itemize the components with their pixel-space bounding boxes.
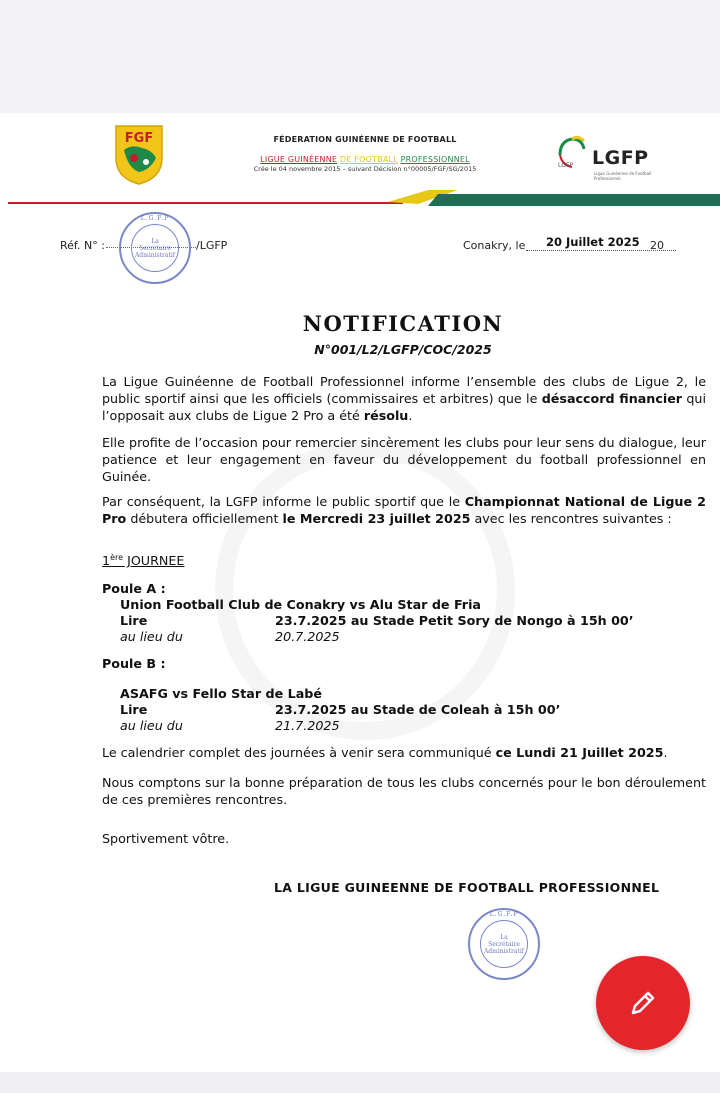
top-app-bar bbox=[0, 0, 720, 113]
signature-line: LA LIGUE GUINEENNE DE FOOTBALL PROFESSIONNEL bbox=[274, 880, 660, 895]
ligue-name-part3: PROFESSIONNEL bbox=[400, 155, 470, 164]
stamp-bottom-line1: La bbox=[500, 933, 508, 941]
secretary-stamp bbox=[119, 212, 191, 284]
stamp-line1: La bbox=[151, 237, 159, 245]
lgfp-logo-text: LGFP bbox=[592, 147, 649, 169]
notification-number: N°001/L2/LGFP/COC/2025 bbox=[314, 342, 492, 357]
poule-a-title: Poule A : bbox=[102, 581, 166, 596]
fgf-logo bbox=[112, 120, 166, 186]
ligue-name bbox=[230, 155, 500, 164]
place-label: Conakry, le bbox=[463, 239, 526, 252]
header-titles bbox=[230, 135, 500, 173]
lgfp-ball-icon bbox=[554, 133, 588, 171]
stamp-ring-text: L.G.F.P bbox=[140, 215, 170, 222]
pencil-icon bbox=[628, 988, 658, 1018]
poule-b-title: Poule B : bbox=[102, 656, 166, 671]
federation-name: FÉDERATION GUINÉENNE DE FOOTBALL bbox=[273, 135, 457, 144]
edit-fab-button[interactable] bbox=[596, 956, 690, 1050]
notification-title: NOTIFICATION bbox=[302, 311, 504, 336]
document-date: 20 Juillet 2025 bbox=[546, 235, 640, 249]
poule-a-match: Union Football Club de Conakry vs Alu Star de Fria bbox=[120, 597, 481, 612]
paragraph-calendar: Le calendrier complet des journées à venir sera communiqué ce Lundi 21 Juillet 2025. bbox=[102, 745, 668, 760]
reference-label: Réf. N° : bbox=[60, 239, 105, 252]
paragraph-championship: Par conséquent, la LGFP informe le public sportif que le Championnat National de Ligue 2 Pro débutera officiellement le Mercredi 23 juillet 2025 avec les rencontres suivantes : bbox=[102, 494, 706, 526]
header-color-stripe bbox=[8, 190, 720, 206]
ligue-name-part1: LIGUE GUINÉENNE bbox=[260, 155, 338, 164]
stamp-bottom-line2: Secrétaire bbox=[488, 940, 520, 948]
lgfp-subtitle: Ligue Guinéenne de Football Professionnel bbox=[594, 171, 652, 181]
fgf-logo-text: FGF bbox=[124, 131, 154, 146]
ligue-name-part2: DE FOOTBALL bbox=[339, 155, 398, 164]
stamp-ring-text-bottom: L.G.F.P bbox=[489, 911, 519, 918]
poule-b-match: ASAFG vs Fello Star de Labé bbox=[120, 686, 322, 701]
closing-salutation: Sportivement vôtre. bbox=[102, 831, 230, 846]
stamp-line2: Secrétaire bbox=[139, 244, 171, 252]
journee-heading: 1ère JOURNEE bbox=[102, 553, 185, 569]
paragraph-agreement: La Ligue Guinéenne de Football Professionnel informe l’ensemble des clubs de Ligue 2, le public sportif ainsi que les officiels (commissaires et arbitres) que le désaccord financier qui l’opposait aux clubs de Ligue 2 Pro a été résolu. bbox=[102, 374, 706, 423]
stamp-bottom-line3: Administratif bbox=[483, 947, 525, 955]
year-suffix: 20 bbox=[650, 239, 664, 252]
stamp-line3: Administratif bbox=[134, 251, 176, 259]
secretary-stamp-bottom bbox=[468, 908, 540, 980]
paragraph-thanks: Elle profite de l’occasion pour remercier sincèrement les clubs pour leur sens du dialogue, leur patience et leur engagement en faveur du développement du football professionnel en Guinée. bbox=[102, 435, 706, 484]
creation-decision: Crée le 04 novembre 2015 – suivant Décision n°00005/FGF/SG/2015 bbox=[253, 165, 477, 173]
bottom-bar bbox=[0, 1072, 720, 1093]
reference-suffix: /LGFP bbox=[196, 239, 228, 252]
paragraph-preparation: Nous comptons sur la bonne préparation de tous les clubs concernés pour le bon déroulement de ces premières rencontres. bbox=[102, 775, 706, 807]
svg-text:LGFP: LGFP bbox=[558, 162, 574, 169]
